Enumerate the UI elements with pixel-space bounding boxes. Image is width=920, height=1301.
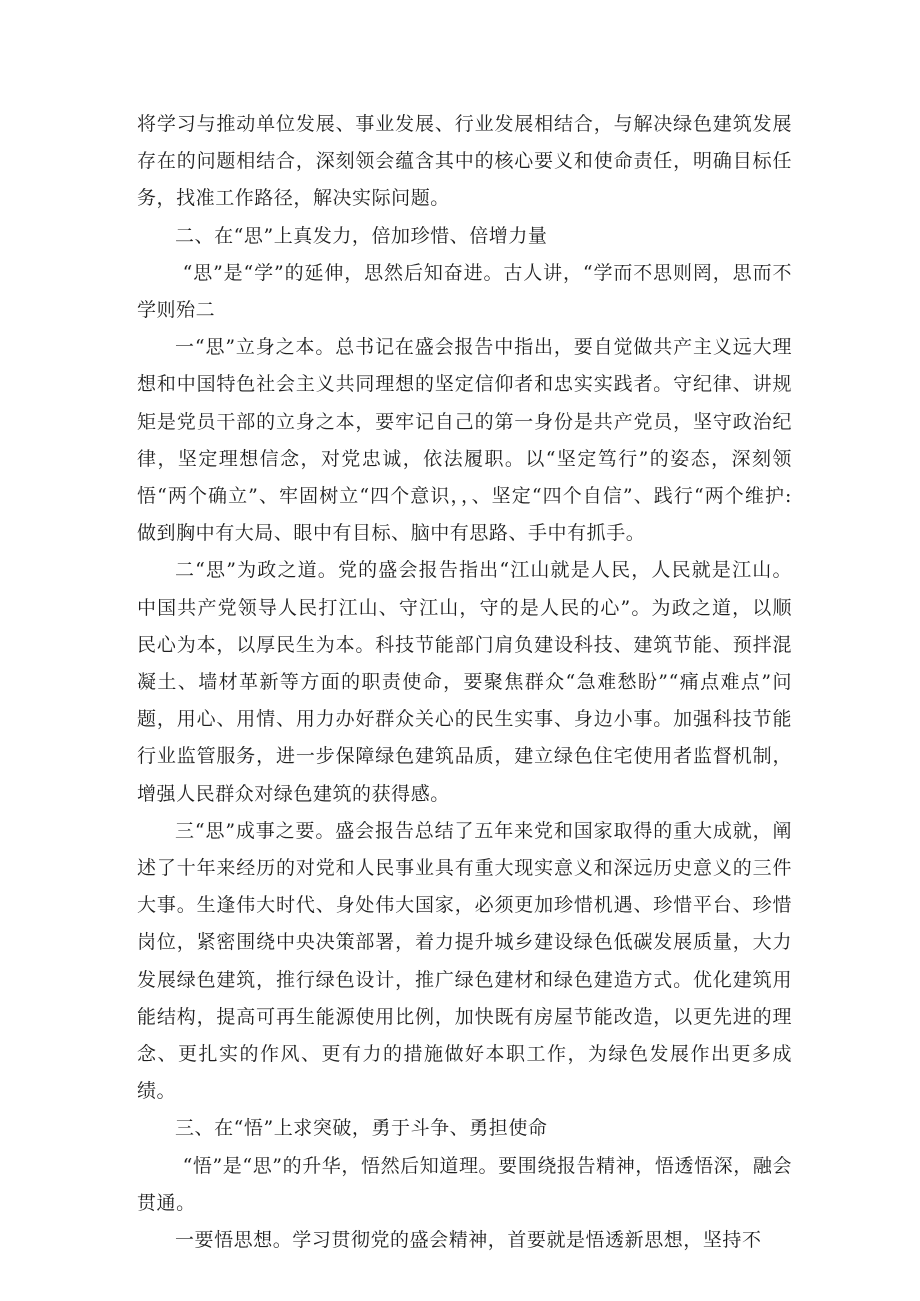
section-heading-wu: 三、在“悟”上求突破，勇于斗争、勇担使命 bbox=[175, 1117, 548, 1140]
paragraph-wu-intro: “悟”是“思”的升华，悟然后知道理。要围绕报告精神，悟透悟深，融会贯通。 bbox=[137, 1154, 792, 1214]
paragraph-si-3: 三“思”成事之要。盛会报告总结了五年来党和国家取得的重大成就，阐述了十年来经历的对党和人民事业具有重大现实意义和深远历史意义的三件大事。生逢伟大时代、身处伟大国家，必须更加珍惜机遇、珍惜平台、珍惜岗位，紧密围绕中央决策部署，着力提升城乡建设绿色低碳发展质量，大力发展绿色建筑，推行绿色设计，推广绿色建材和绿色建造方式。优化建筑用能结构，提高可再生能源使用比例，加快既有房屋节能改造，以更先进的理念、更扎实的作风、更有力的措施做好本职工作，为绿色发展作出更多成绩。 bbox=[137, 819, 792, 1103]
paragraph-wu-1: 一要悟思想。学习贯彻党的盛会精神，首要就是悟透新思想，坚持不 bbox=[175, 1229, 762, 1252]
paragraph-si-intro: “思”是“学”的延伸，思然后知奋进。古人讲，“学而不思则罔，思而不学则殆二 bbox=[137, 261, 792, 322]
document-body bbox=[137, 106, 792, 1259]
paragraph-continuation: 将学习与推动单位发展、事业发展、行业发展相结合，与解决绿色建筑发展存在的问题相结合，深刻领会蕴含其中的核心要义和使命责任，明确目标任务，找准工作路径，解决实际问题。 bbox=[137, 113, 792, 210]
section-heading-si: 二、在“思”上真发力，倍加珍惜、倍增力量 bbox=[175, 224, 548, 247]
paragraph-si-2: 二“思”为政之道。党的盛会报告指出“江山就是人民，人民就是江山。中国共产党领导人民打江山、守江山，守的是人民的心”。为政之道，以顺民心为本，以厚民生为本。科技节能部门肩负建设科技、建筑节能、预拌混凝土、墙材革新等方面的职责使命，要聚焦群众“急难愁盼”“痛点难点”问题，用心、用情、用力办好群众关心的民生实事、身边小事。加强科技节能行业监管服务，进一步保障绿色建筑品质，建立绿色住宅使用者监督机制，增强人民群众对绿色建筑的获得感。 bbox=[137, 559, 792, 805]
paragraph-si-1: 一“思”立身之本。总书记在盛会报告中指出，要自觉做共产主义远大理想和中国特色社会主义共同理想的坚定信仰者和忠实实践者。守纪律、讲规矩是党员干部的立身之本，要牢记自己的第一身份是共产党员，坚守政治纪律，坚定理想信念，对党忠诚，依法履职。以“坚定笃行”的姿态，深刻领悟“两个确立”、牢固树立“四个意识，，、坚定“四个自信”、践行“两个维护:做到胸中有大局、眼中有目标、脑中有思路、手中有抓手。 bbox=[137, 336, 792, 545]
